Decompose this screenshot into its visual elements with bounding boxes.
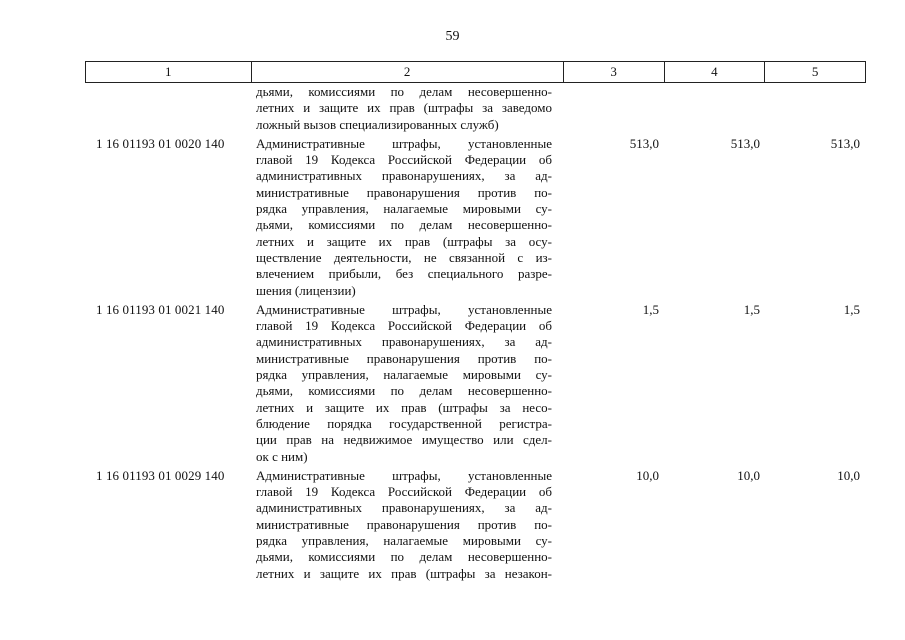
description-line: ществление деятельности, не связанной с из-: [256, 249, 552, 265]
description-line: дьями, комиссиями по делам несовершенно-: [256, 84, 552, 99]
row-value-col5: 1,5: [843, 301, 860, 317]
column-header-2: 2: [252, 62, 564, 82]
column-header-5: 5: [811, 64, 819, 79]
row-code: 1 16 01193 01 0021 140: [96, 301, 225, 317]
description-line: дьями, комиссиями по делам несовершенно-: [256, 549, 552, 565]
description-line: летних и защите их прав (штрафы за незакон-: [256, 565, 552, 581]
row-value-col4: 10,0: [737, 467, 760, 483]
description-line: ложный вызов специализированных служб): [256, 116, 499, 132]
description-line: министративные правонарушения против по-: [256, 516, 552, 532]
row-code: 1 16 01193 01 0020 140: [96, 135, 225, 151]
description-line: рядка управления, налагаемые мировыми су-: [256, 201, 552, 217]
row-value-col3: [564, 84, 665, 133]
description-line: ок с ним): [256, 448, 308, 464]
description-line: летних и защите их прав (штрафы за заведомо: [256, 100, 552, 116]
row-value-col4: [665, 84, 766, 133]
column-header-3: 3: [564, 62, 665, 82]
description-line: административных правонарушениях, за ад-: [256, 500, 552, 516]
description-line: рядка управления, налагаемые мировыми су-: [256, 533, 552, 549]
description-line: административных правонарушениях, за ад-: [256, 168, 552, 184]
table-body: [85, 84, 866, 585]
column-header-4: 4: [665, 62, 766, 82]
table-row: [85, 136, 866, 299]
column-header-1: 1: [86, 62, 252, 82]
description-line: Административные штрафы, установленные: [256, 301, 552, 317]
description-line: главой 19 Кодекса Российской Федерации об: [256, 318, 552, 334]
row-value-col3: 1,5: [642, 301, 659, 317]
row-code: 1 16 01193 01 0029 140: [96, 467, 225, 483]
description-line: рядка управления, налагаемые мировыми су-: [256, 367, 552, 383]
page-number: 59: [445, 29, 460, 44]
table-row: [85, 302, 866, 465]
row-description: [251, 136, 564, 299]
table-row: [85, 468, 866, 582]
row-value-col5: [766, 84, 866, 133]
description-line: шения (лицензии): [256, 282, 356, 298]
description-line: главой 19 Кодекса Российской Федерации об: [256, 152, 552, 168]
description-line: ции прав на недвижимое имущество или сдел-: [256, 432, 552, 448]
description-line: летних и защите их прав (штрафы за несо-: [256, 399, 552, 415]
description-line: главой 19 Кодекса Российской Федерации об: [256, 484, 552, 500]
row-description: [251, 468, 564, 582]
row-description: [251, 302, 564, 465]
description-line: Административные штрафы, установленные: [256, 467, 552, 483]
row-value-col3: 10,0: [636, 467, 659, 483]
description-line: Административные штрафы, установленные: [256, 135, 552, 151]
description-line: министративные правонарушения против по-: [256, 350, 552, 366]
description-line: летних и защите их прав (штрафы за осу-: [256, 233, 552, 249]
description-line: дьями, комиссиями по делам несовершенно-: [256, 217, 552, 233]
row-value-col3: 513,0: [629, 135, 659, 151]
description-line: блюдение порядка государственной регистра-: [256, 415, 552, 431]
row-value-col4: 1,5: [743, 301, 760, 317]
table-row-continuation: [85, 84, 866, 133]
row-value-col5: 10,0: [837, 467, 860, 483]
row-description: [251, 84, 564, 133]
description-line: административных правонарушениях, за ад-: [256, 334, 552, 350]
description-line: влечением прибыли, без специального разре-: [256, 266, 552, 282]
row-value-col4: 513,0: [730, 135, 760, 151]
table-header-row: [85, 61, 866, 83]
row-value-col5: 513,0: [830, 135, 860, 151]
description-line: дьями, комиссиями по делам несовершенно-: [256, 383, 552, 399]
row-code: [85, 84, 251, 133]
description-line: министративные правонарушения против по-: [256, 184, 552, 200]
